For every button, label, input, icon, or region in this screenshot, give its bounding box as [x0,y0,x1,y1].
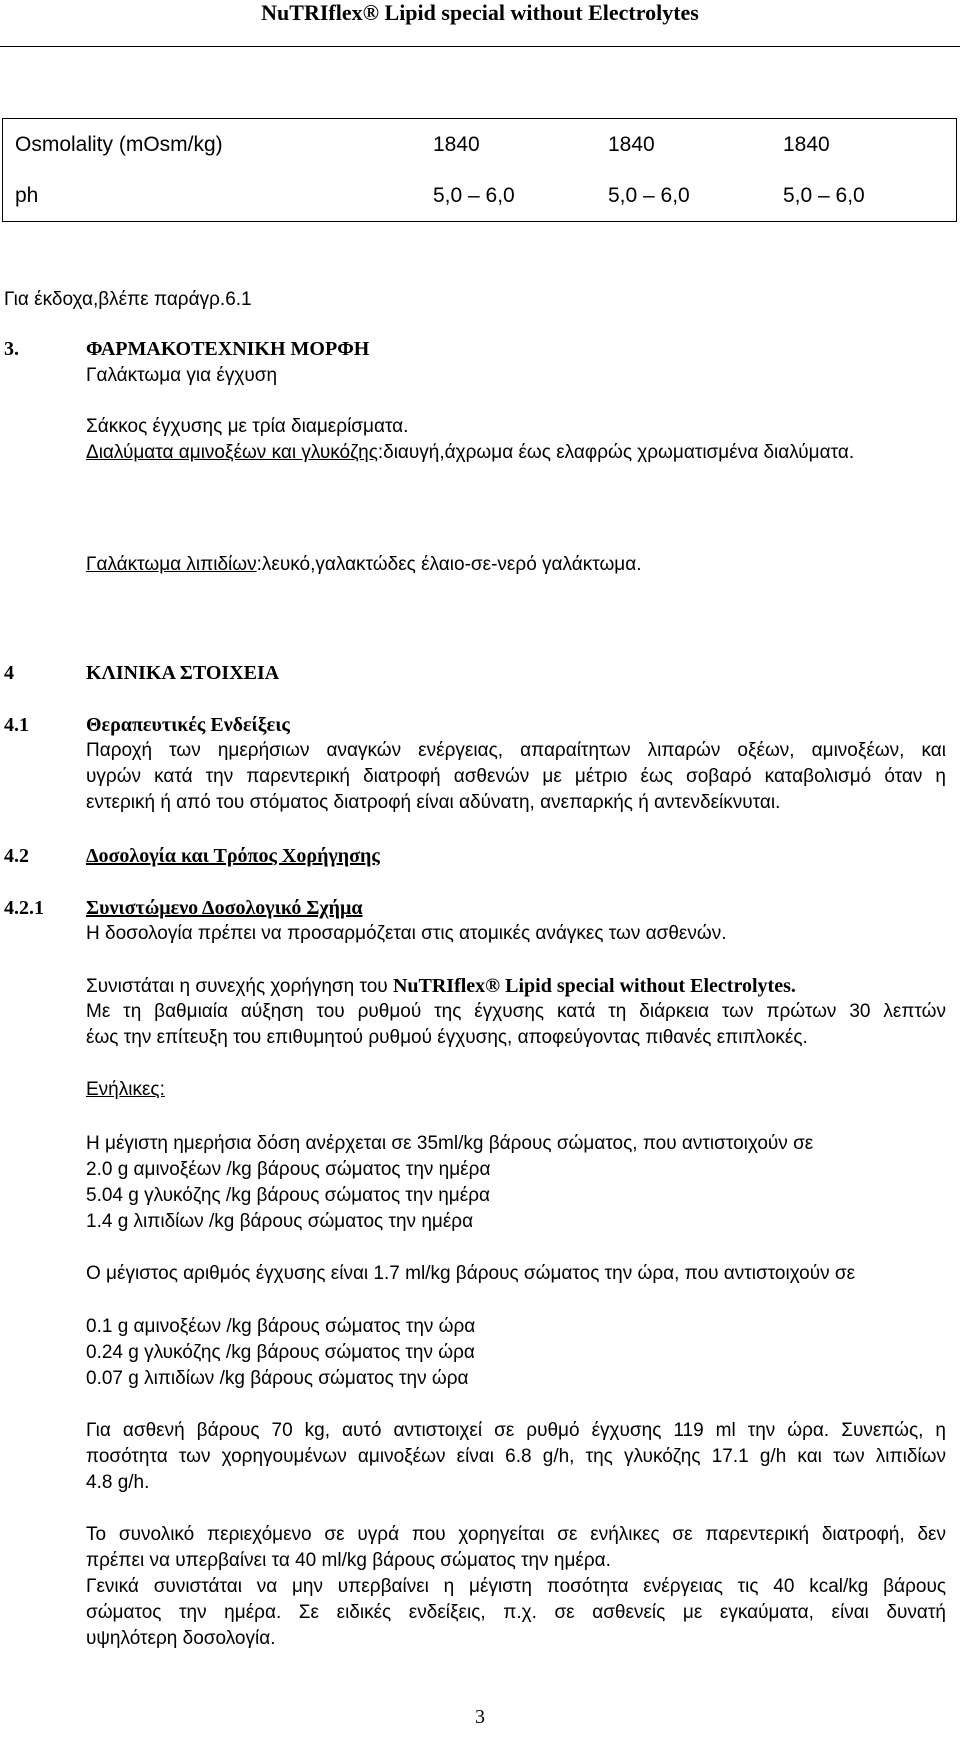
recommend-prefix: Συνιστάται η συνεχής χορήγηση του [86,976,393,997]
section-4-2-1-heading: Συνιστώμενο Δοσολογικό Σχήμα [86,897,363,919]
table-row [3,170,957,222]
lipid-text: :λευκό,γαλακτώδες έλαιο-σε-νερό γαλάκτωμα. [256,554,642,575]
indications-line: υγρών κατά την παρεντερική διατροφή ασθενών με μέτριο έως σοβαρό καταβολισμό όταν η [86,766,946,787]
table-cell-name: Osmolality (mOsm/kg) [15,132,223,156]
document-header: NuTRIflex® Lipid special without Electrolytes [261,0,699,25]
fluid-line: πρέπει να υπερβαίνει τα 40 ml/kg βάρους σώματος την ημέρα. [86,1550,611,1571]
continuous-administration [86,973,796,1000]
indications-line: Παροχή των ημερήσιων αναγκών ενέργειας, απαραίτητων λιπαρών οξέων, αμινοξέων, και [86,740,946,761]
section-3-heading: ΦΑΡΜΑΚΟΤΕΧΝΙΚΗ ΜΟΡΦΗ [86,338,370,360]
example-line: Για ασθενή βάρους 70 kg, αυτό αντιστοιχεί σε ρυθμό έγχυσης 119 ml την ώρα. Συνεπώς, η [86,1420,946,1441]
pharmaceutical-form: Γαλάκτωμα για έγχυση [86,365,278,386]
excipients-note: Για έκδοχα,βλέπε παράγρ.6.1 [4,289,252,310]
solutions-label: Διαλύματα αμινοξέων και γλυκόζης [86,442,378,463]
section-4-2-1-number: 4.2.1 [4,897,44,919]
hourly-item: 0.1 g αμινοξέων /kg βάρους σώματος την ώρα [86,1316,476,1337]
lipid-label: Γαλάκτωμα λιπιδίων [86,554,257,575]
section-4-2-number: 4.2 [4,845,29,867]
daily-item: 1.4 g λιπιδίων /kg βάρους σώματος την ημέρα [86,1211,474,1232]
max-daily-dose: Η μέγιστη ημερήσια δόση ανέρχεται σε 35ml/kg βάρους σώματος, που αντιστοιχούν σε [86,1133,814,1154]
example-line: 4.8 g/h. [86,1472,150,1493]
energy-line: υψηλότερη δοσολογία. [86,1628,276,1649]
table-cell-value: 5,0 – 6,0 [608,183,690,207]
energy-line: σώματος την ημέρα. Σε ειδικές ενδείξεις, π.χ. σε ασθενείς με εγκαύματα, είναι δυνατή [86,1602,946,1623]
rate-line: έως την επίτευξη του επιθυμητού ρυθμού έγχυσης, αποφεύγοντας πιθανές επιπλοκές. [86,1027,808,1048]
solutions-text: :διαυγή,άχρωμα έως ελαφρώς χρωματισμένα διαλύματα. [377,442,855,463]
table-cell-value: 1840 [433,132,480,156]
properties-table [2,118,957,222]
table-cell-value: 5,0 – 6,0 [433,183,515,207]
max-infusion-rate: Ο μέγιστος αριθμός έγχυσης είναι 1.7 ml/kg βάρους σώματος την ώρα, που αντιστοιχούν σε [86,1263,856,1284]
daily-item: 2.0 g αμινοξέων /kg βάρους σώματος την ημέρα [86,1159,491,1180]
product-name: NuTRIflex® Lipid special without Electrolytes. [392,975,796,997]
section-4-2-heading: Δοσολογία και Τρόπος Χορήγησης [86,845,380,867]
table-row [3,119,957,171]
table-cell-value: 1840 [783,132,830,156]
solutions-description [86,440,854,466]
section-4-number: 4 [4,662,14,684]
fluid-line: Το συνολικό περιεχόμενο σε υγρά που χορηγείται σε ενήλικες σε παρεντερική διατροφή, δεν [86,1524,946,1545]
section-4-1-number: 4.1 [4,714,29,736]
table-cell-name: ph [15,183,39,207]
section-4-1-heading: Θεραπευτικές Ενδείξεις [86,714,290,736]
hourly-item: 0.07 g λιπιδίων /kg βάρους σώματος την ώρα [86,1368,469,1389]
page-number: 3 [475,1706,485,1728]
table-cell-value: 1840 [608,132,655,156]
section-4-heading: ΚΛΙΝΙΚΑ ΣΤΟΙΧΕΙΑ [86,662,280,684]
bag-description: Σάκκος έγχυσης με τρία διαμερίσματα. [86,416,409,437]
example-line: ποσότητα των χορηγουμένων αμινοξέων είναι 6.8 g/h, της γλυκόζης 17.1 g/h και των λιπιδίων [86,1446,946,1467]
header-divider [0,46,960,47]
lipid-description [86,552,642,578]
rate-line: Με τη βαθμιαία αύξηση του ρυθμού της έγχυσης κατά τη διάρκεια των πρώτων 30 λεπτών [86,1001,946,1022]
energy-line: Γενικά συνιστάται να μην υπερβαίνει η μέγιστη ποσότητα ενέργειας τις 40 kcal/kg βάρους [86,1576,946,1597]
table-cell-value: 5,0 – 6,0 [783,183,865,207]
adults-label: Ενήλικες: [86,1079,165,1100]
dosage-adjustment: Η δοσολογία πρέπει να προσαρμόζεται στις ατομικές ανάγκες των ασθενών. [86,923,727,944]
section-3-number: 3. [4,338,19,360]
hourly-item: 0.24 g γλυκόζης /kg βάρους σώματος την ώρα [86,1342,475,1363]
daily-item: 5.04 g γλυκόζης /kg βάρους σώματος την ημέρα [86,1185,491,1206]
indications-line: εντερική ή από του στόματος διατροφή είναι αδύνατη, ανεπαρκής ή αντενδείκνυται. [86,792,781,813]
